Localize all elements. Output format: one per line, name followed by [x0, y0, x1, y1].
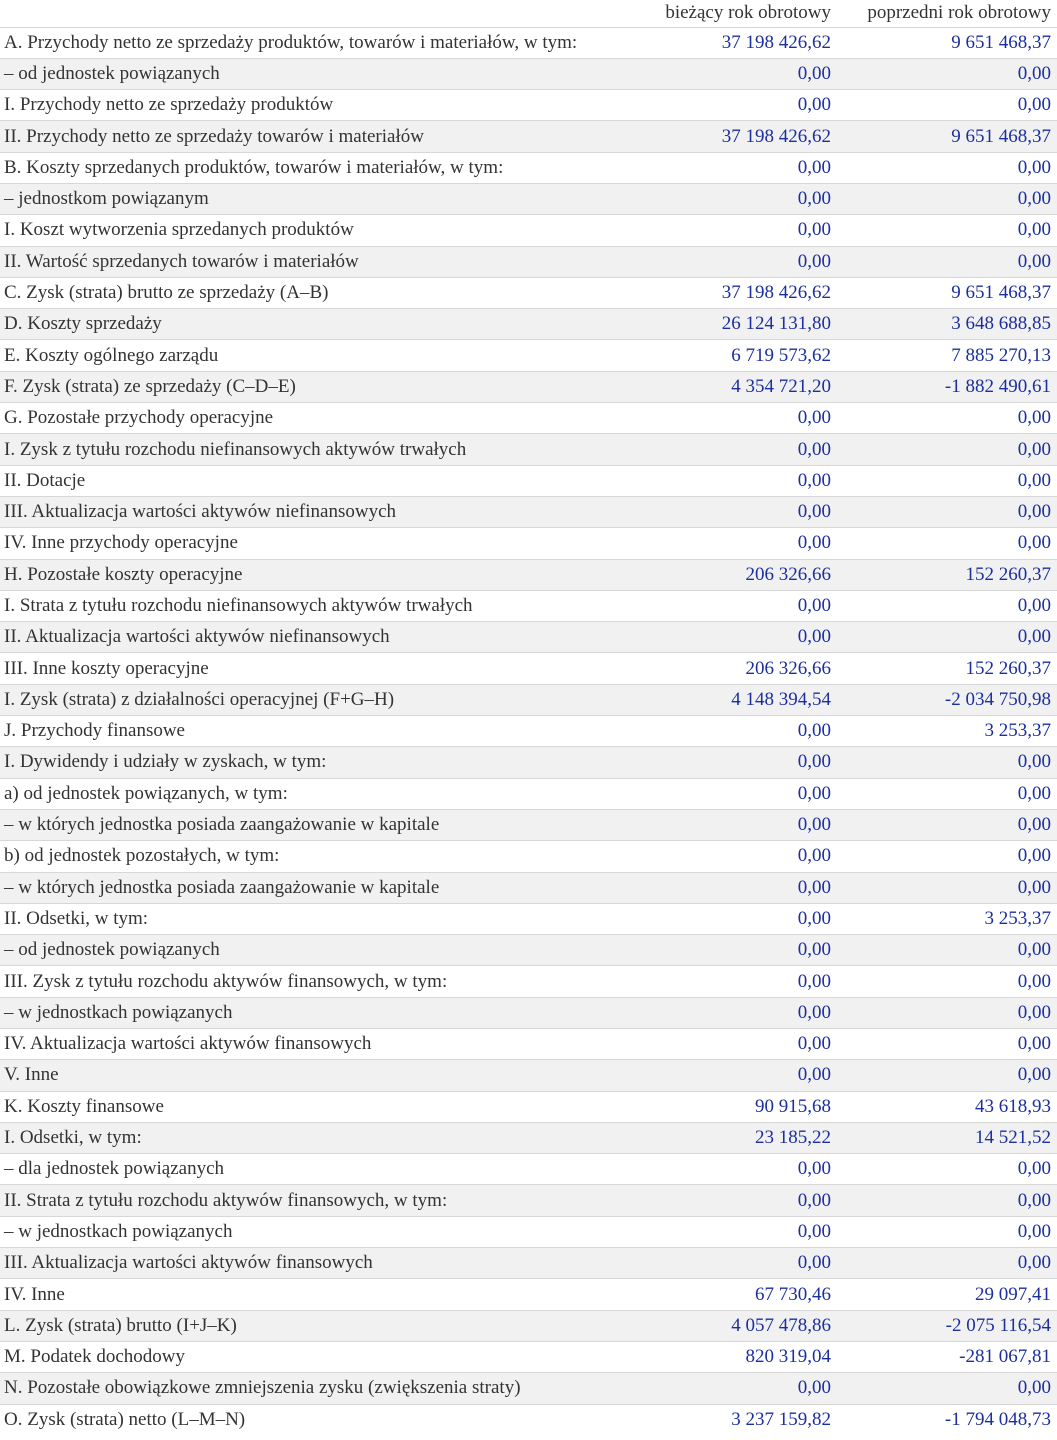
row-value-current-year: 0,00: [641, 58, 837, 89]
row-value-current-year: 0,00: [641, 903, 837, 934]
row-value-previous-year: 0,00: [837, 935, 1057, 966]
table-row: [0, 684, 1057, 715]
row-label: – w jednostkach powiązanych: [0, 1216, 641, 1247]
row-value-previous-year: 9 651 468,37: [837, 27, 1057, 58]
row-label: J. Przychody finansowe: [0, 716, 641, 747]
row-value-previous-year: 3 253,37: [837, 716, 1057, 747]
table-row: [0, 121, 1057, 152]
table-row: [0, 966, 1057, 997]
row-label: C. Zysk (strata) brutto ze sprzedaży (A–B): [0, 277, 641, 308]
table-row: [0, 246, 1057, 277]
row-label: A. Przychody netto ze sprzedaży produktów, towarów i materiałów, w tym:: [0, 27, 641, 58]
row-value-previous-year: -281 067,81: [837, 1341, 1057, 1372]
row-label: V. Inne: [0, 1060, 641, 1091]
row-label: IV. Inne: [0, 1279, 641, 1310]
statement-rows: [0, 27, 1057, 1435]
row-value-previous-year: 0,00: [837, 966, 1057, 997]
row-label: F. Zysk (strata) ze sprzedaży (C–D–E): [0, 371, 641, 402]
row-label: – jednostkom powiązanym: [0, 183, 641, 214]
row-label: O. Zysk (strata) netto (L–M–N): [0, 1404, 641, 1435]
table-row: [0, 1279, 1057, 1310]
row-label: D. Koszty sprzedaży: [0, 309, 641, 340]
row-value-current-year: 0,00: [641, 1185, 837, 1216]
row-label: – od jednostek powiązanych: [0, 58, 641, 89]
row-value-previous-year: -2 034 750,98: [837, 684, 1057, 715]
table-row: [0, 935, 1057, 966]
table-row: [0, 653, 1057, 684]
row-label: b) od jednostek pozostałych, w tym:: [0, 841, 641, 872]
table-row: [0, 309, 1057, 340]
row-value-previous-year: 0,00: [837, 246, 1057, 277]
row-value-current-year: 37 198 426,62: [641, 277, 837, 308]
table-row: [0, 1248, 1057, 1279]
row-value-current-year: 0,00: [641, 590, 837, 621]
table-row: [0, 1404, 1057, 1435]
row-value-previous-year: 14 521,52: [837, 1122, 1057, 1153]
row-value-previous-year: -1 882 490,61: [837, 371, 1057, 402]
row-label: M. Podatek dochodowy: [0, 1341, 641, 1372]
row-label: – w których jednostka posiada zaangażowanie w kapitale: [0, 809, 641, 840]
table-row: [0, 1091, 1057, 1122]
table-row: [0, 747, 1057, 778]
row-value-previous-year: 0,00: [837, 528, 1057, 559]
row-value-current-year: 0,00: [641, 809, 837, 840]
row-value-previous-year: 9 651 468,37: [837, 121, 1057, 152]
row-label: III. Aktualizacja wartości aktywów niefinansowych: [0, 496, 641, 527]
row-value-current-year: 206 326,66: [641, 559, 837, 590]
header-current-year: bieżący rok obrotowy: [665, 2, 831, 24]
row-value-current-year: 0,00: [641, 747, 837, 778]
row-value-previous-year: 9 651 468,37: [837, 277, 1057, 308]
row-value-previous-year: 0,00: [837, 872, 1057, 903]
row-value-current-year: 0,00: [641, 1373, 837, 1404]
table-row: [0, 496, 1057, 527]
row-label: G. Pozostałe przychody operacyjne: [0, 403, 641, 434]
row-value-current-year: 4 057 478,86: [641, 1310, 837, 1341]
row-value-previous-year: 0,00: [837, 215, 1057, 246]
table-row: [0, 340, 1057, 371]
table-row: [0, 1122, 1057, 1153]
table-row: [0, 1310, 1057, 1341]
table-row: [0, 997, 1057, 1028]
table-row: [0, 434, 1057, 465]
table-row: [0, 1185, 1057, 1216]
row-value-current-year: 820 319,04: [641, 1341, 837, 1372]
row-value-current-year: 0,00: [641, 1154, 837, 1185]
row-value-previous-year: 0,00: [837, 496, 1057, 527]
row-label: II. Strata z tytułu rozchodu aktywów finansowych, w tym:: [0, 1185, 641, 1216]
table-row: [0, 841, 1057, 872]
row-value-current-year: 90 915,68: [641, 1091, 837, 1122]
row-value-current-year: 0,00: [641, 528, 837, 559]
row-label: II. Dotacje: [0, 465, 641, 496]
row-label: III. Inne koszty operacyjne: [0, 653, 641, 684]
row-value-previous-year: 0,00: [837, 1029, 1057, 1060]
row-value-previous-year: 0,00: [837, 1216, 1057, 1247]
row-value-current-year: 0,00: [641, 1216, 837, 1247]
row-label: K. Koszty finansowe: [0, 1091, 641, 1122]
row-value-previous-year: 0,00: [837, 403, 1057, 434]
row-value-current-year: 0,00: [641, 1060, 837, 1091]
row-value-previous-year: 0,00: [837, 183, 1057, 214]
row-value-current-year: 23 185,22: [641, 1122, 837, 1153]
row-value-current-year: 67 730,46: [641, 1279, 837, 1310]
table-row: [0, 1154, 1057, 1185]
row-label: III. Aktualizacja wartości aktywów finansowych: [0, 1248, 641, 1279]
row-value-current-year: 0,00: [641, 496, 837, 527]
table-row: [0, 528, 1057, 559]
row-value-previous-year: 7 885 270,13: [837, 340, 1057, 371]
row-value-previous-year: 0,00: [837, 1060, 1057, 1091]
row-label: H. Pozostałe koszty operacyjne: [0, 559, 641, 590]
row-value-previous-year: 0,00: [837, 58, 1057, 89]
row-value-previous-year: 0,00: [837, 1185, 1057, 1216]
row-value-current-year: 0,00: [641, 966, 837, 997]
row-value-current-year: 4 148 394,54: [641, 684, 837, 715]
header-previous-year: poprzedni rok obrotowy: [867, 2, 1051, 24]
header-row: [0, 0, 1057, 27]
row-label: L. Zysk (strata) brutto (I+J–K): [0, 1310, 641, 1341]
table-row: [0, 622, 1057, 653]
table-row: [0, 1060, 1057, 1091]
table-row: [0, 152, 1057, 183]
row-value-current-year: 0,00: [641, 215, 837, 246]
row-label: E. Koszty ogólnego zarządu: [0, 340, 641, 371]
row-value-previous-year: 0,00: [837, 434, 1057, 465]
row-label: N. Pozostałe obowiązkowe zmniejszenia zysku (zwiększenia straty): [0, 1373, 641, 1404]
row-label: III. Zysk z tytułu rozchodu aktywów finansowych, w tym:: [0, 966, 641, 997]
table-row: [0, 465, 1057, 496]
row-value-previous-year: 0,00: [837, 1248, 1057, 1279]
row-value-current-year: 0,00: [641, 403, 837, 434]
row-value-current-year: 0,00: [641, 872, 837, 903]
row-label: I. Odsetki, w tym:: [0, 1122, 641, 1153]
table-row: [0, 809, 1057, 840]
table-row: [0, 1216, 1057, 1247]
row-value-current-year: 6 719 573,62: [641, 340, 837, 371]
row-value-previous-year: 0,00: [837, 90, 1057, 121]
row-value-previous-year: 0,00: [837, 465, 1057, 496]
row-value-previous-year: 0,00: [837, 841, 1057, 872]
table-row: [0, 872, 1057, 903]
row-label: I. Zysk (strata) z działalności operacyjnej (F+G–H): [0, 684, 641, 715]
row-label: – w jednostkach powiązanych: [0, 997, 641, 1028]
row-value-previous-year: 0,00: [837, 809, 1057, 840]
table-row: [0, 1341, 1057, 1372]
row-value-current-year: 0,00: [641, 997, 837, 1028]
row-value-current-year: 0,00: [641, 434, 837, 465]
row-value-previous-year: 3 648 688,85: [837, 309, 1057, 340]
row-label: II. Odsetki, w tym:: [0, 903, 641, 934]
table-row: [0, 277, 1057, 308]
table-row: [0, 590, 1057, 621]
table-row: [0, 716, 1057, 747]
row-value-current-year: 0,00: [641, 90, 837, 121]
row-label: a) od jednostek powiązanych, w tym:: [0, 778, 641, 809]
row-label: II. Przychody netto ze sprzedaży towarów i materiałów: [0, 121, 641, 152]
row-value-previous-year: 0,00: [837, 1154, 1057, 1185]
row-value-current-year: 0,00: [641, 246, 837, 277]
row-label: B. Koszty sprzedanych produktów, towarów i materiałów, w tym:: [0, 152, 641, 183]
row-label: – dla jednostek powiązanych: [0, 1154, 641, 1185]
row-value-previous-year: 0,00: [837, 622, 1057, 653]
row-label: I. Zysk z tytułu rozchodu niefinansowych aktywów trwałych: [0, 434, 641, 465]
row-value-current-year: 0,00: [641, 841, 837, 872]
row-label: II. Wartość sprzedanych towarów i materiałów: [0, 246, 641, 277]
row-label: – w których jednostka posiada zaangażowanie w kapitale: [0, 872, 641, 903]
row-value-current-year: 0,00: [641, 622, 837, 653]
table-row: [0, 183, 1057, 214]
row-label: I. Przychody netto ze sprzedaży produktów: [0, 90, 641, 121]
row-label: I. Strata z tytułu rozchodu niefinansowych aktywów trwałych: [0, 590, 641, 621]
row-value-previous-year: 0,00: [837, 590, 1057, 621]
table-row: [0, 371, 1057, 402]
row-value-current-year: 0,00: [641, 716, 837, 747]
row-value-previous-year: 0,00: [837, 997, 1057, 1028]
row-label: I. Dywidendy i udziały w zyskach, w tym:: [0, 747, 641, 778]
table-row: [0, 90, 1057, 121]
row-value-previous-year: 152 260,37: [837, 653, 1057, 684]
table-row: [0, 559, 1057, 590]
table-row: [0, 1373, 1057, 1404]
row-label: IV. Aktualizacja wartości aktywów finansowych: [0, 1029, 641, 1060]
row-label: I. Koszt wytworzenia sprzedanych produktów: [0, 215, 641, 246]
row-value-current-year: 0,00: [641, 778, 837, 809]
row-label: II. Aktualizacja wartości aktywów niefinansowych: [0, 622, 641, 653]
table-row: [0, 403, 1057, 434]
row-value-current-year: 4 354 721,20: [641, 371, 837, 402]
row-value-previous-year: 0,00: [837, 1373, 1057, 1404]
row-label: – od jednostek powiązanych: [0, 935, 641, 966]
row-value-current-year: 0,00: [641, 1248, 837, 1279]
row-value-current-year: 0,00: [641, 935, 837, 966]
table-row: [0, 903, 1057, 934]
row-value-previous-year: 3 253,37: [837, 903, 1057, 934]
row-value-current-year: 37 198 426,62: [641, 27, 837, 58]
row-value-current-year: 206 326,66: [641, 653, 837, 684]
table-row: [0, 778, 1057, 809]
row-value-previous-year: -2 075 116,54: [837, 1310, 1057, 1341]
row-label: IV. Inne przychody operacyjne: [0, 528, 641, 559]
table-row: [0, 27, 1057, 58]
row-value-previous-year: -1 794 048,73: [837, 1404, 1057, 1435]
row-value-current-year: 0,00: [641, 152, 837, 183]
row-value-previous-year: 0,00: [837, 152, 1057, 183]
row-value-current-year: 0,00: [641, 465, 837, 496]
row-value-previous-year: 0,00: [837, 778, 1057, 809]
row-value-current-year: 0,00: [641, 1029, 837, 1060]
row-value-previous-year: 152 260,37: [837, 559, 1057, 590]
table-row: [0, 215, 1057, 246]
row-value-previous-year: 43 618,93: [837, 1091, 1057, 1122]
row-value-current-year: 0,00: [641, 183, 837, 214]
row-value-previous-year: 29 097,41: [837, 1279, 1057, 1310]
table-row: [0, 1029, 1057, 1060]
row-value-previous-year: 0,00: [837, 747, 1057, 778]
row-value-current-year: 3 237 159,82: [641, 1404, 837, 1435]
table-row: [0, 58, 1057, 89]
row-value-current-year: 37 198 426,62: [641, 121, 837, 152]
row-value-current-year: 26 124 131,80: [641, 309, 837, 340]
header-label-spacer: [0, 0, 641, 27]
